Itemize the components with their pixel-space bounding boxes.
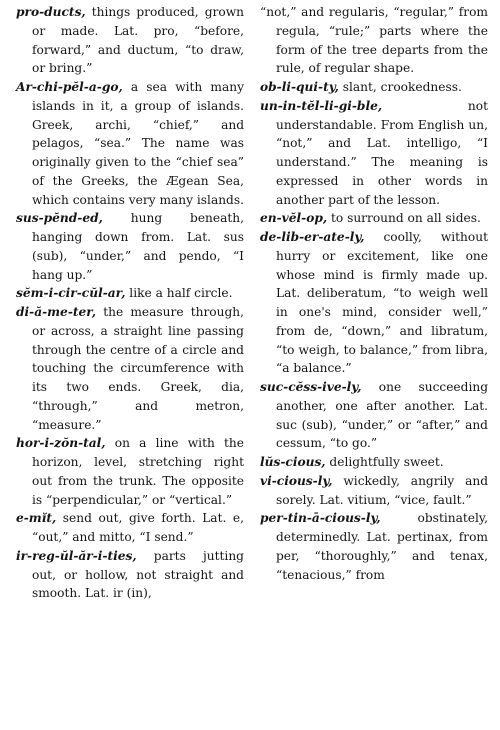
glossary-entry [16, 547, 244, 603]
headword: en-vĕl-op, [260, 211, 328, 226]
glossary-entry [260, 378, 488, 453]
definition: wickedly, angrily and sorely. Lat. vitium, “vice, fault.” [276, 473, 488, 507]
definition: coolly, without hurry or excitement, like one whose mind is firmly made up. Lat. deliberatum, “to weigh well in one's mind, consider well,” from de, “down,” and libratum, “to weigh, to balance,” from libra, “a balance.” [276, 230, 488, 376]
glossary-entry [16, 284, 244, 303]
headword: pro-ducts, [16, 5, 86, 19]
headword: per-tin-ā-cious-ly, [260, 511, 381, 526]
headword: vi-cious-ly, [260, 473, 333, 488]
headword: sĕm-i-cir-cŭl-ar, [16, 286, 126, 301]
headword: un-in-tĕl-li-gi-ble, [260, 98, 383, 113]
definition: things produced, grown or made. Lat. pro, “before, forward,” and ductum, “to draw, or bring.” [32, 5, 244, 76]
headword: hor-i-zŏn-tal, [16, 436, 106, 451]
headword: e-mĭt, [16, 511, 57, 526]
right-column [260, 3, 488, 584]
headword: sus-pĕnd-ed, [16, 211, 103, 226]
glossary-entry [260, 509, 488, 584]
glossary-entry [260, 97, 488, 210]
glossary-entry [16, 78, 244, 209]
definition: not understandable. From English un, “not,” and Lat. intelligo, “I understand.” The meaning is expressed in other words in another part of the lesson. [276, 98, 488, 207]
glossary-entry [16, 3, 244, 78]
glossary-entry [260, 228, 488, 378]
definition: one succeeding another, one after another. Lat. suc (sub), “under,” or “after,” and cessum, “to go.” [276, 380, 488, 451]
glossary-entry [260, 209, 488, 228]
glossary-entry [16, 509, 244, 547]
glossary-entry [260, 472, 488, 510]
definition: hung beneath, hanging down from. Lat. sus (sub), “under,” and pendo, “I hang up.” [32, 211, 244, 282]
glossary-entry [260, 453, 488, 472]
definition: obstinately, determinedly. Lat. pertinax, from per, “thoroughly,” and tenax, “tenacious,” from [276, 511, 488, 582]
definition: parts jutting out, or hollow, not straight and smooth. Lat. ir (in), [32, 548, 244, 601]
glossary-entry [16, 303, 244, 434]
headword: Ar-chi-pĕl-a-go, [16, 80, 123, 94]
definition: like a half circle. [125, 286, 233, 301]
headword: ir-reg-ŭl-ăr-i-ties, [16, 548, 137, 563]
headword: lŭs-cious, [260, 455, 326, 469]
glossary-entry [16, 434, 244, 509]
glossary-entry-continued [260, 3, 488, 78]
left-column [16, 3, 244, 603]
definition: to surround on all sides. [327, 211, 481, 226]
definition: a sea with many islands in it, a group of islands. Greek, archi, “chief,” and pelagos, “sea.” The name was originally given to the “chief sea” of the Greeks, the Ægean Sea, which contains very many islands. [32, 80, 244, 207]
definition: the measure through, or across, a straight line passing through the centre of a circle and touching the circumference with its two ends. Greek, dia, “through,” and metron, “measure.” [32, 305, 244, 432]
definition: on a line with the horizon, level, stretching right out from the trunk. The opposite is “perpendicular,” or “vertical.” [32, 436, 244, 507]
headword: di-ă-me-ter, [16, 305, 97, 319]
definition: send out, give forth. Lat. e, “out,” and mitto, “I send.” [32, 511, 244, 544]
glossary-entry [16, 209, 244, 284]
definition: slant, crookedness. [338, 80, 462, 94]
definition: “not,” and regularis, “regular,” from regula, “rule;” parts where the form of the tree departs from the rule, of regular shape. [260, 5, 488, 76]
headword: de-lib-er-ate-ly, [260, 230, 365, 244]
headword: suc-cĕss-ive-ly, [260, 380, 362, 394]
glossary-entry [260, 78, 488, 97]
headword: ob-li-qui-ty, [260, 80, 339, 94]
definition: delightfully sweet. [325, 455, 444, 469]
